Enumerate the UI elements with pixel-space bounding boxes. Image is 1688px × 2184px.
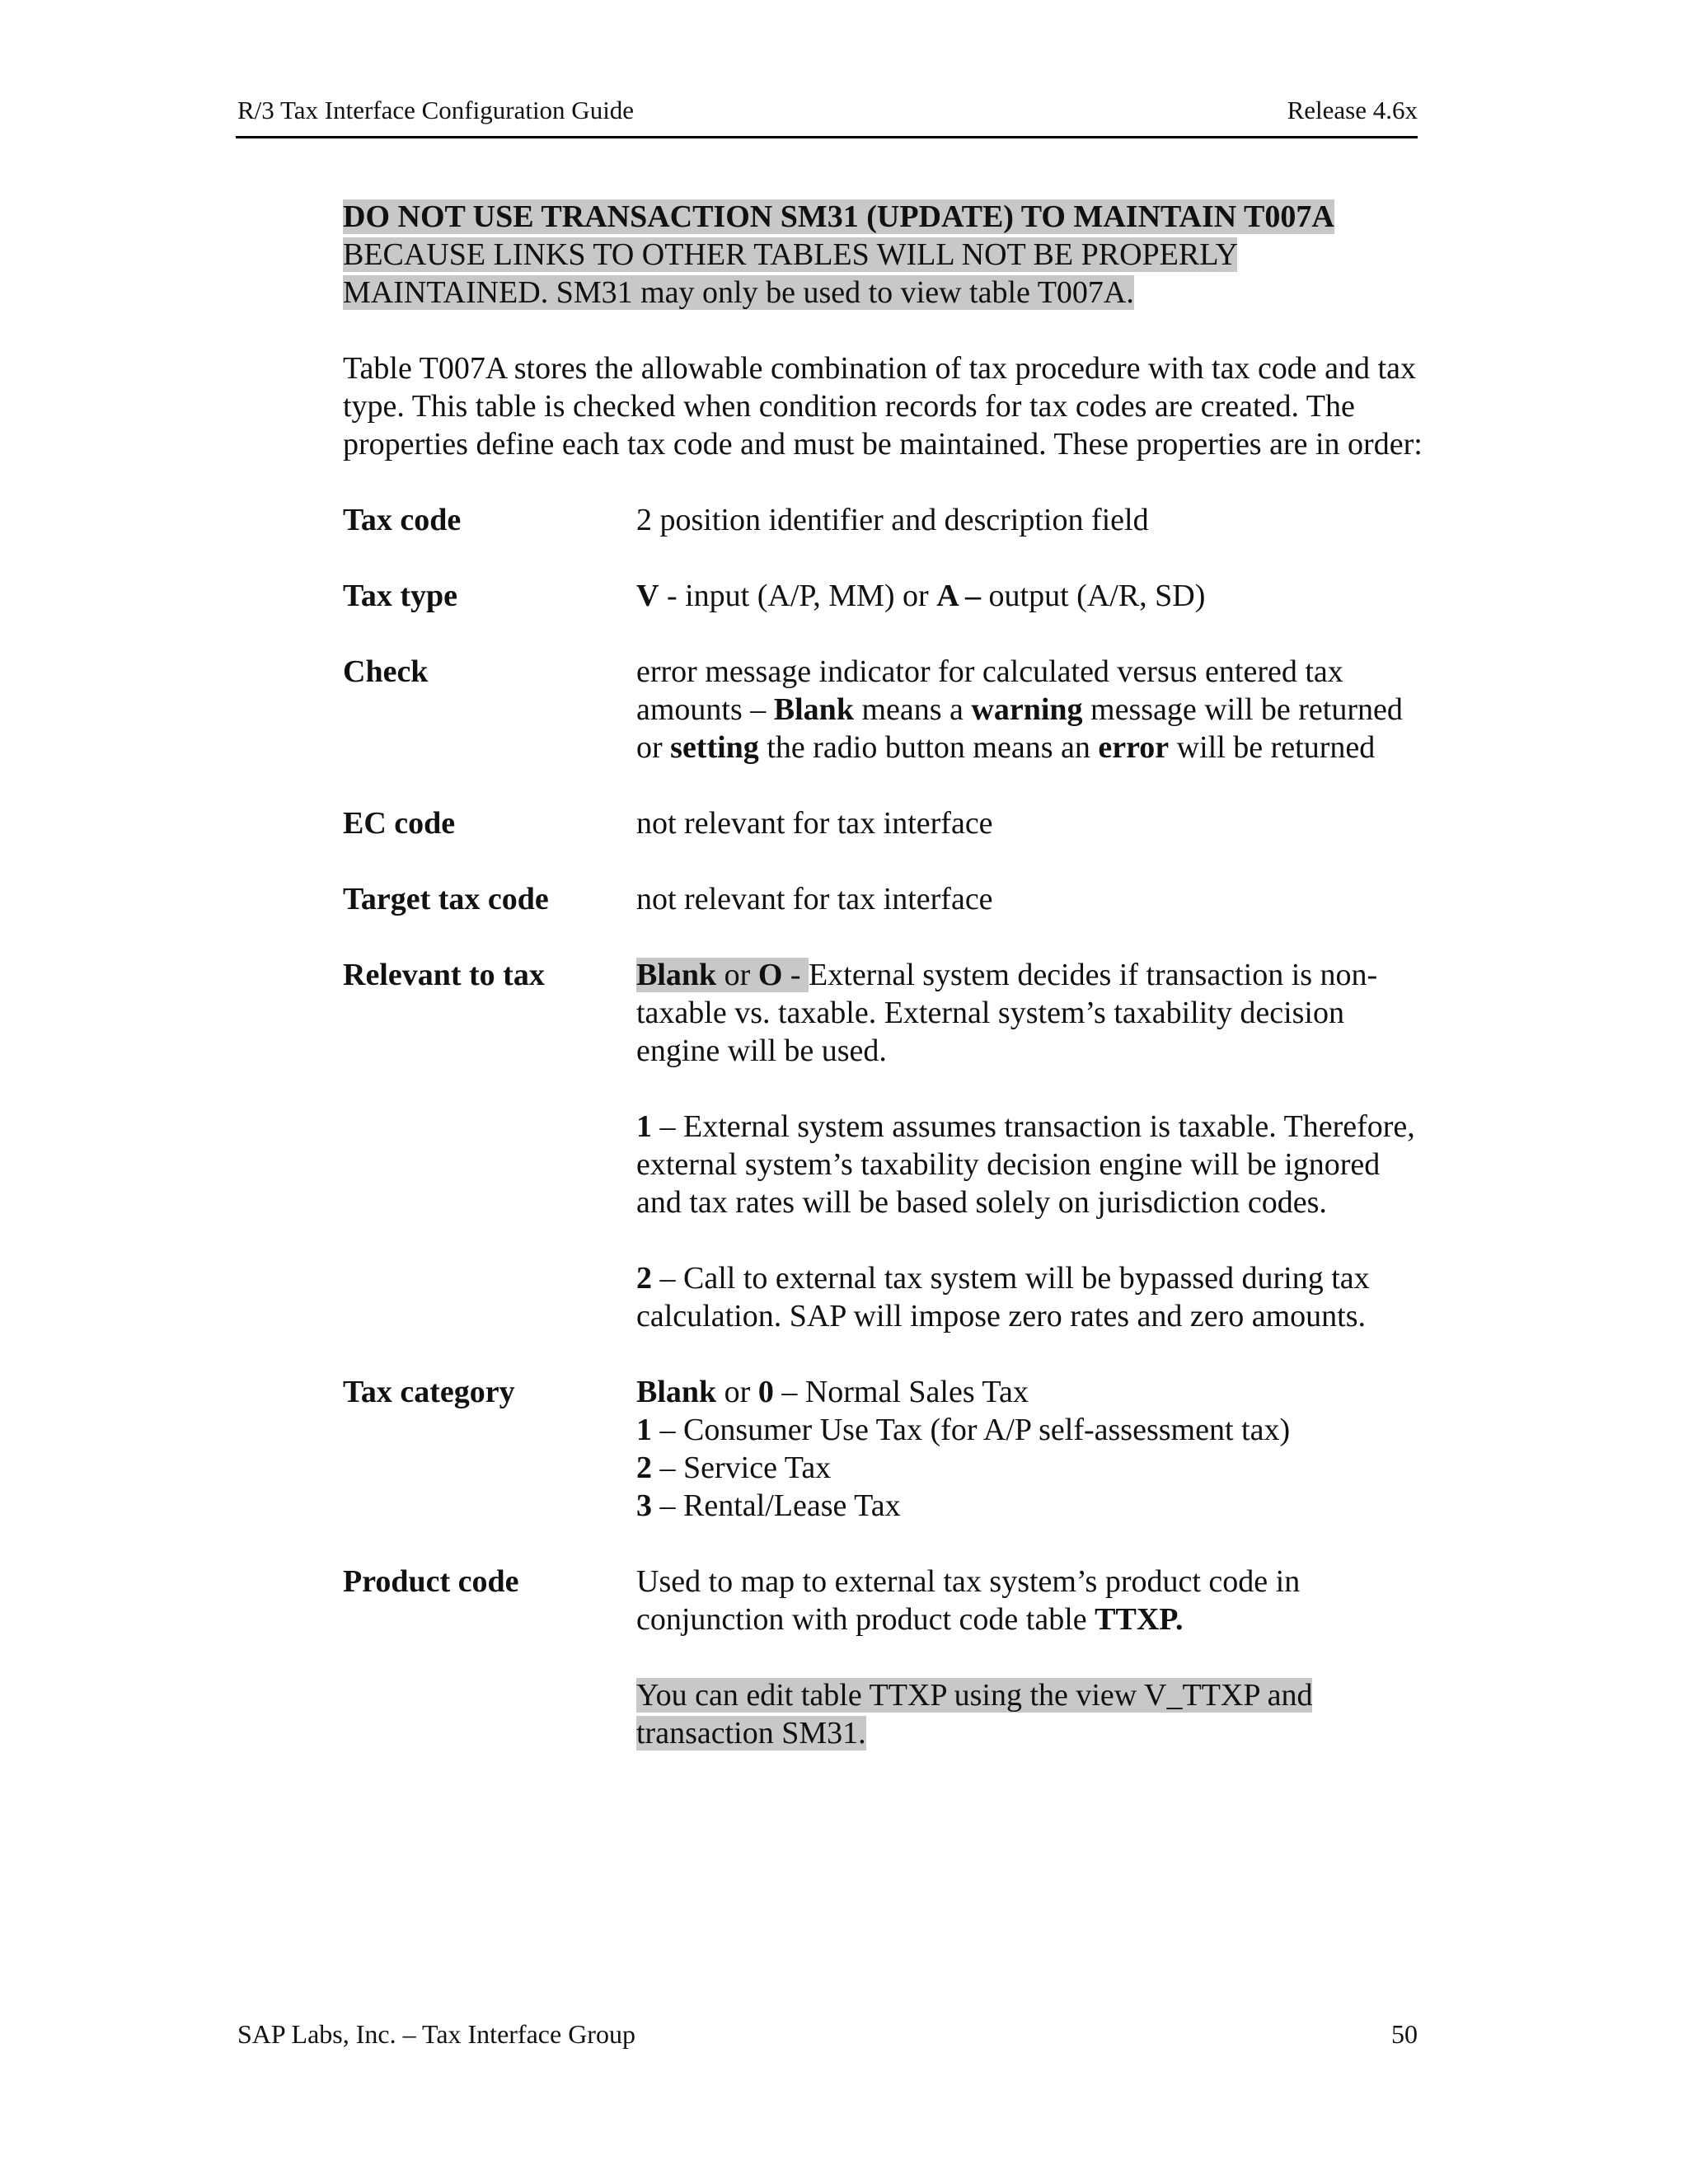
relevant-option-1 [636,1108,1431,1221]
relevant-bold-o: O [757,958,783,992]
definition-row-tax-category [343,1373,1431,1525]
definition-row-check [343,653,1431,766]
category-text-or: or [716,1375,758,1409]
header-title: R/3 Tax Interface Configuration Guide [237,96,635,124]
desc-check [636,653,1431,766]
definition-row-tax-type [343,577,1431,615]
product-code-note-text: You can edit table TTXP using the view V_TTXP and transaction SM31. [636,1678,1313,1750]
tax-category-line-3 [636,1487,1431,1525]
category-text-3: – Rental/Lease Tax [652,1488,901,1523]
term-ec-code: EC code [343,806,456,841]
product-code-bold-ttxp: TTXP. [1095,1602,1184,1637]
warning-bold-text: DO NOT USE TRANSACTION SM31 (UPDATE) TO MAINTAIN T007A [343,199,1334,234]
relevant-text-external: External system decides if transaction is non-taxable vs. taxable. External system’s taxability decision engine will be used. [636,958,1378,1068]
warning-text: BECAUSE LINKS TO OTHER TABLES WILL NOT BE PROPERLY MAINTAINED. SM31 may only be used to view table T007A. [343,237,1237,310]
relevant-bold-blank: Blank [636,958,717,992]
definition-list [343,501,1431,1752]
footer-company: SAP Labs, Inc. – Tax Interface Group [237,2019,635,2049]
check-bold-blank: Blank [773,692,854,727]
product-code-note [636,1676,1431,1752]
warning-paragraph [343,198,1431,312]
definition-row-tax-code [343,501,1431,539]
tax-category-line-0 [636,1373,1431,1411]
term-tax-category: Tax category [343,1375,515,1409]
page-number: 50 [1391,2019,1418,2049]
check-bold-error: error [1098,730,1170,765]
category-bold-blank: Blank [636,1375,717,1409]
check-text-1: error message indicator for calculated versus entered tax amounts – [636,654,1343,727]
definition-row-target-tax-code [343,880,1431,918]
tax-type-a: A – [936,579,982,613]
relevant-option-2 [636,1259,1431,1335]
desc-target-tax-code: not relevant for tax interface [636,882,993,916]
category-bold-1: 1 [636,1413,652,1447]
check-text-5: will be returned [1169,730,1376,765]
check-text-3: message will be returned or [636,692,1403,765]
tax-type-v-text: - input (A/P, MM) or [659,579,937,613]
category-text-2: – Service Tax [652,1451,832,1485]
relevant-text-1: – External system assumes transaction is taxable. Therefore, external system’s taxability decision engine will be ignored and tax rates will be based solely on jurisdiction codes. [636,1109,1415,1220]
intro-paragraph: Table T007A stores the allowable combination of tax procedure with tax code and tax type. This table is checked when condition records for tax codes are created. The properties define each tax code and must be maintained. These properties are in order: [343,351,1423,462]
definition-row-relevant-to-tax [343,956,1431,1335]
tax-type-v: V [636,579,659,613]
category-bold-2: 2 [636,1451,652,1485]
relevant-text-dash: - [782,958,809,992]
category-text-0: – Normal Sales Tax [773,1375,1029,1409]
tax-type-a-text: output (A/R, SD) [981,579,1206,613]
term-product-code: Product code [343,1564,519,1599]
check-text-2: means a [853,692,972,727]
relevant-bold-1: 1 [636,1109,652,1144]
check-bold-warning: warning [971,692,1083,727]
product-code-paragraph [636,1563,1431,1638]
category-bold-0: 0 [757,1375,774,1409]
definition-row-product-code [343,1563,1431,1752]
desc-tax-type [636,577,1431,615]
category-text-1: – Consumer Use Tax (for A/P self-assessment tax) [652,1413,1291,1447]
desc-relevant-to-tax [636,956,1431,1335]
desc-ec-code: not relevant for tax interface [636,806,993,841]
relevant-bold-2: 2 [636,1261,652,1296]
definition-row-ec-code [343,804,1431,842]
term-target-tax-code: Target tax code [343,882,549,916]
tax-category-line-2 [636,1449,1431,1487]
category-bold-3: 3 [636,1488,652,1523]
term-check: Check [343,654,429,689]
term-tax-type: Tax type [343,579,458,613]
desc-product-code [636,1563,1431,1752]
relevant-option-blank [636,956,1431,1070]
check-text-4: the radio button means an [758,730,1099,765]
header-release: Release 4.6x [1287,96,1418,124]
desc-tax-code: 2 position identifier and description field [636,503,1149,537]
product-code-text: Used to map to external tax system’s product code in conjunction with product code table [636,1564,1301,1637]
page-content [343,198,1431,1790]
relevant-text-2: – Call to external tax system will be bypassed during tax calculation. SAP will impose zero rates and zero amounts. [636,1261,1370,1333]
check-bold-setting: setting [670,730,759,765]
relevant-text-or: or [716,958,758,992]
term-tax-code: Tax code [343,503,462,537]
term-relevant-to-tax: Relevant to tax [343,958,545,992]
desc-tax-category [636,1373,1431,1525]
header-divider [236,136,1418,138]
tax-category-line-1 [636,1411,1431,1449]
